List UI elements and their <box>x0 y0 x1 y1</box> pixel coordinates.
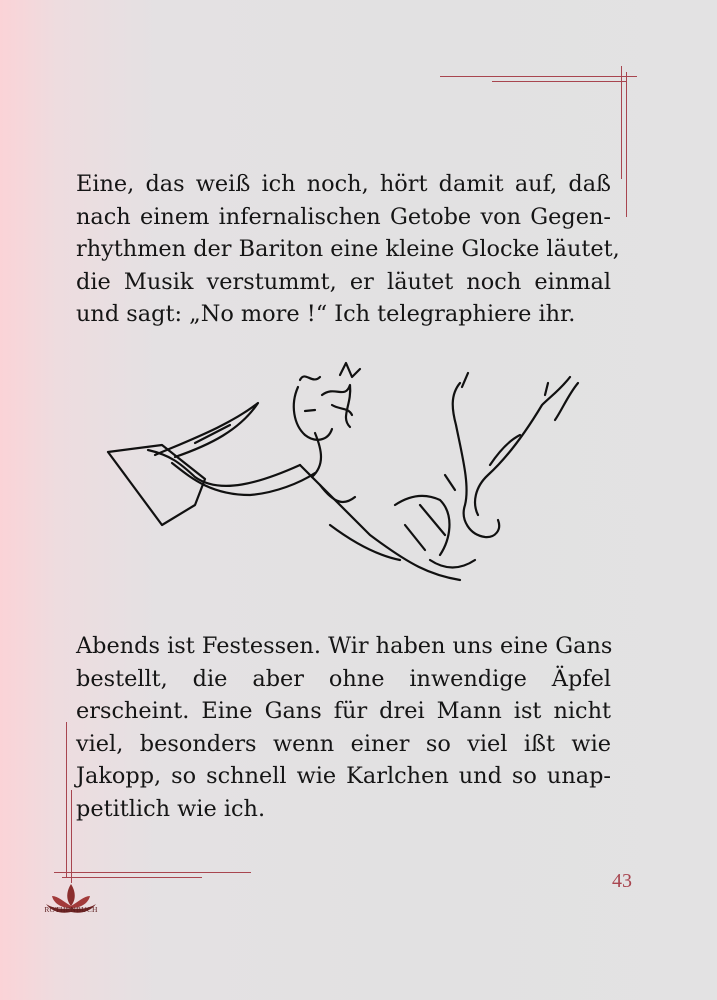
text-line: Abends ist Festessen. Wir haben uns eine Gans <box>76 633 613 659</box>
frame-line-top-right-vertical-2 <box>626 72 627 217</box>
logo-wordmark: ROTHENBUCH <box>44 905 98 914</box>
frame-line-top-right-horizontal-1 <box>440 76 637 77</box>
paragraph-1 <box>76 168 620 331</box>
frame-line-bottom-left-vertical-2 <box>71 790 72 883</box>
frame-line-bottom-left-vertical-1 <box>66 722 67 877</box>
text-line: nach einem infernalischen Getobe von Gegen- <box>76 203 611 230</box>
text-line: viel, besonders wenn einer so viel ißt wie <box>76 730 611 757</box>
sketch-reclining-figure-writing-icon <box>100 355 600 595</box>
text-line: Jakopp, so schnell wie Karlchen und so unap- <box>76 763 611 789</box>
text-line: die Musik verstummt, er läutet noch einmal <box>76 268 611 295</box>
text-line: Eine, das weiß ich noch, hört damit auf, daß <box>76 171 611 197</box>
text-line: und sagt: „No more !“ Ich telegraphiere ihr. <box>76 301 576 327</box>
frame-line-bottom-left-horizontal-1 <box>54 872 251 873</box>
text-line: bestellt, die aber ohne inwendige Äpfel <box>76 665 611 692</box>
text-line: erscheint. Eine Gans für drei Mann ist nicht <box>76 698 611 724</box>
text-line: petitlich wie ich. <box>76 795 266 822</box>
frame-line-top-right-vertical-1 <box>621 66 622 179</box>
frame-line-bottom-left-horizontal-2 <box>62 877 202 878</box>
lotus-flower-icon <box>44 880 98 920</box>
frame-line-top-right-horizontal-2 <box>492 81 627 82</box>
page-number: 43 <box>612 870 632 892</box>
text-line: rhythmen der Bariton eine kleine Glocke läutet, <box>76 236 620 262</box>
paragraph-2 <box>76 630 611 825</box>
